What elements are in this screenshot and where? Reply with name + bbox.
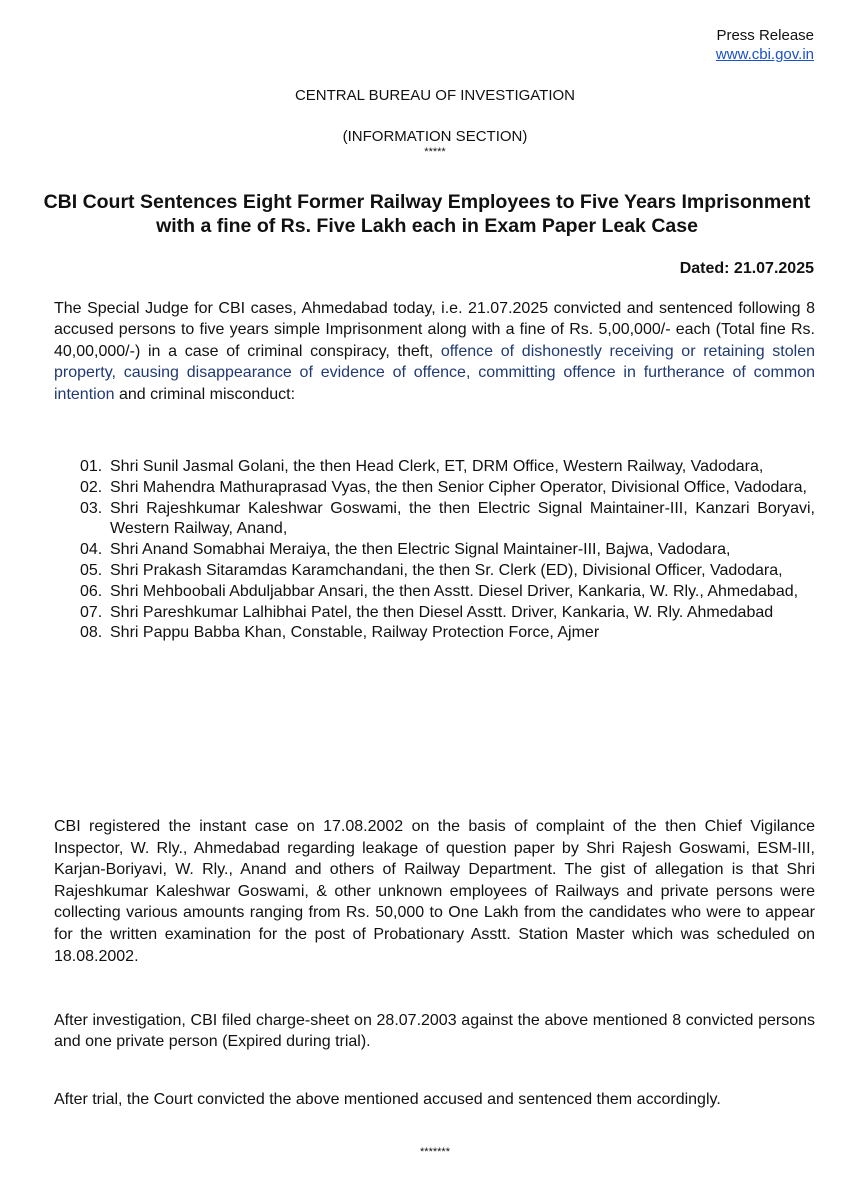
list-item-text: Shri Pareshkumar Lalhibhai Patel, the then Diesel Asstt. Driver, Kankaria, W. Rly. Ahmedabad <box>110 603 774 621</box>
list-item <box>80 582 815 603</box>
list-item-number: 05. <box>80 561 103 579</box>
paragraph-conviction-part2: and criminal misconduct: <box>114 385 296 403</box>
list-item <box>80 603 815 624</box>
list-item-number: 01. <box>80 458 103 475</box>
press-release-label: Press Release <box>716 27 814 44</box>
list-item-number: 06. <box>80 582 103 600</box>
paragraph-trial: After trial, the Court convicted the above mentioned accused and sentenced them accordingly. <box>54 1091 721 1108</box>
list-item <box>80 540 815 561</box>
list-item-text: Shri Mahendra Mathuraprasad Vyas, the then Senior Cipher Operator, Divisional Office, Vadodara, <box>110 478 807 496</box>
list-item <box>80 457 815 478</box>
list-item <box>80 561 815 582</box>
section-name: (INFORMATION SECTION) <box>342 128 528 145</box>
list-item-text: Shri Sunil Jasmal Golani, the then Head Clerk, ET, DRM Office, Western Railway, Vadodara, <box>110 458 764 475</box>
list-item-text: Shri Prakash Sitaramdas Karamchandani, the then Sr. Clerk (ED), Divisional Officer, Vadodara, <box>110 561 783 579</box>
paragraph-investigation: After investigation, CBI filed charge-sheet on 28.07.2003 against the above mentioned 8 convicted persons and one private person (Expired during trial). <box>54 1012 815 1051</box>
page-title: CBI Court Sentences Eight Former Railway Employees to Five Years Imprisonment with a fine of Rs. Five Lakh each in Exam Paper Leak Case <box>43 191 811 237</box>
list-item-text: Shri Rajeshkumar Kaleshwar Goswami, the then Electric Signal Maintainer-III, Kanzari Boryavi, Western Railway, Anand, <box>110 499 815 538</box>
list-item-text: Shri Mehboobali Abduljabbar Ansari, the then Asstt. Diesel Driver, Kankaria, W. Rly., Ahmedabad, <box>110 582 799 600</box>
list-item-number: 02. <box>80 478 103 496</box>
header-stars: ***** <box>424 146 446 158</box>
organization-name: CENTRAL BUREAU OF INVESTIGATION <box>294 87 576 104</box>
release-date: Dated: 21.07.2025 <box>679 260 814 277</box>
paragraph-conviction <box>54 298 815 405</box>
list-item-number: 04. <box>80 541 103 559</box>
accused-list <box>80 457 815 644</box>
list-item-number: 03. <box>80 499 103 517</box>
press-release-header <box>716 26 814 64</box>
paragraph-conviction-highlight: offence of dishonestly receiving or retaining stolen property, causing disappearance of evidence of offence, committing offence in furtherance of common intention <box>54 342 816 403</box>
list-item-number: 08. <box>80 624 103 642</box>
list-item-text: Shri Anand Somabhai Meraiya, the then Electric Signal Maintainer-III, Bajwa, Vadodara, <box>110 541 731 559</box>
website-link[interactable]: www.cbi.gov.in <box>715 46 814 63</box>
list-item-text: Shri Pappu Babba Khan, Constable, Railway Protection Force, Ajmer <box>110 624 600 642</box>
list-item-number: 07. <box>80 603 103 621</box>
list-item <box>80 623 815 644</box>
list-item <box>80 478 815 499</box>
list-item <box>80 499 815 541</box>
paragraph-case-background: CBI registered the instant case on 17.08.2002 on the basis of complaint of the then Chief Vigilance Inspector, W. Rly., Ahmedabad regarding leakage of question paper by Shri Rajesh Goswami, ESM-III, Karjan-Boriyavi, W. Rly., Anand and others of Railway Department. The gist of allegation is that Shri Rajeshkumar Kaleshwar Goswami, & other unknown employees of Railways and private persons were collecting various amounts ranging from Rs. 50,000 to One Lakh from the candidates who were to appear for the written examination for the post of Probationary Asstt. Station Master which was scheduled on 18.08.2002. <box>54 818 815 965</box>
end-stars: ******* <box>420 1146 450 1158</box>
paragraph-conviction-part1: The Special Judge for CBI cases, Ahmedabad today, i.e. 21.07.2025 convicted and sentenced following 8 accused persons to five years simple Imprisonment along with a fine of Rs. 5,00,000/- each (Total fine Rs. 40,00,000/-) in a case of criminal conspiracy, theft, <box>54 300 815 360</box>
